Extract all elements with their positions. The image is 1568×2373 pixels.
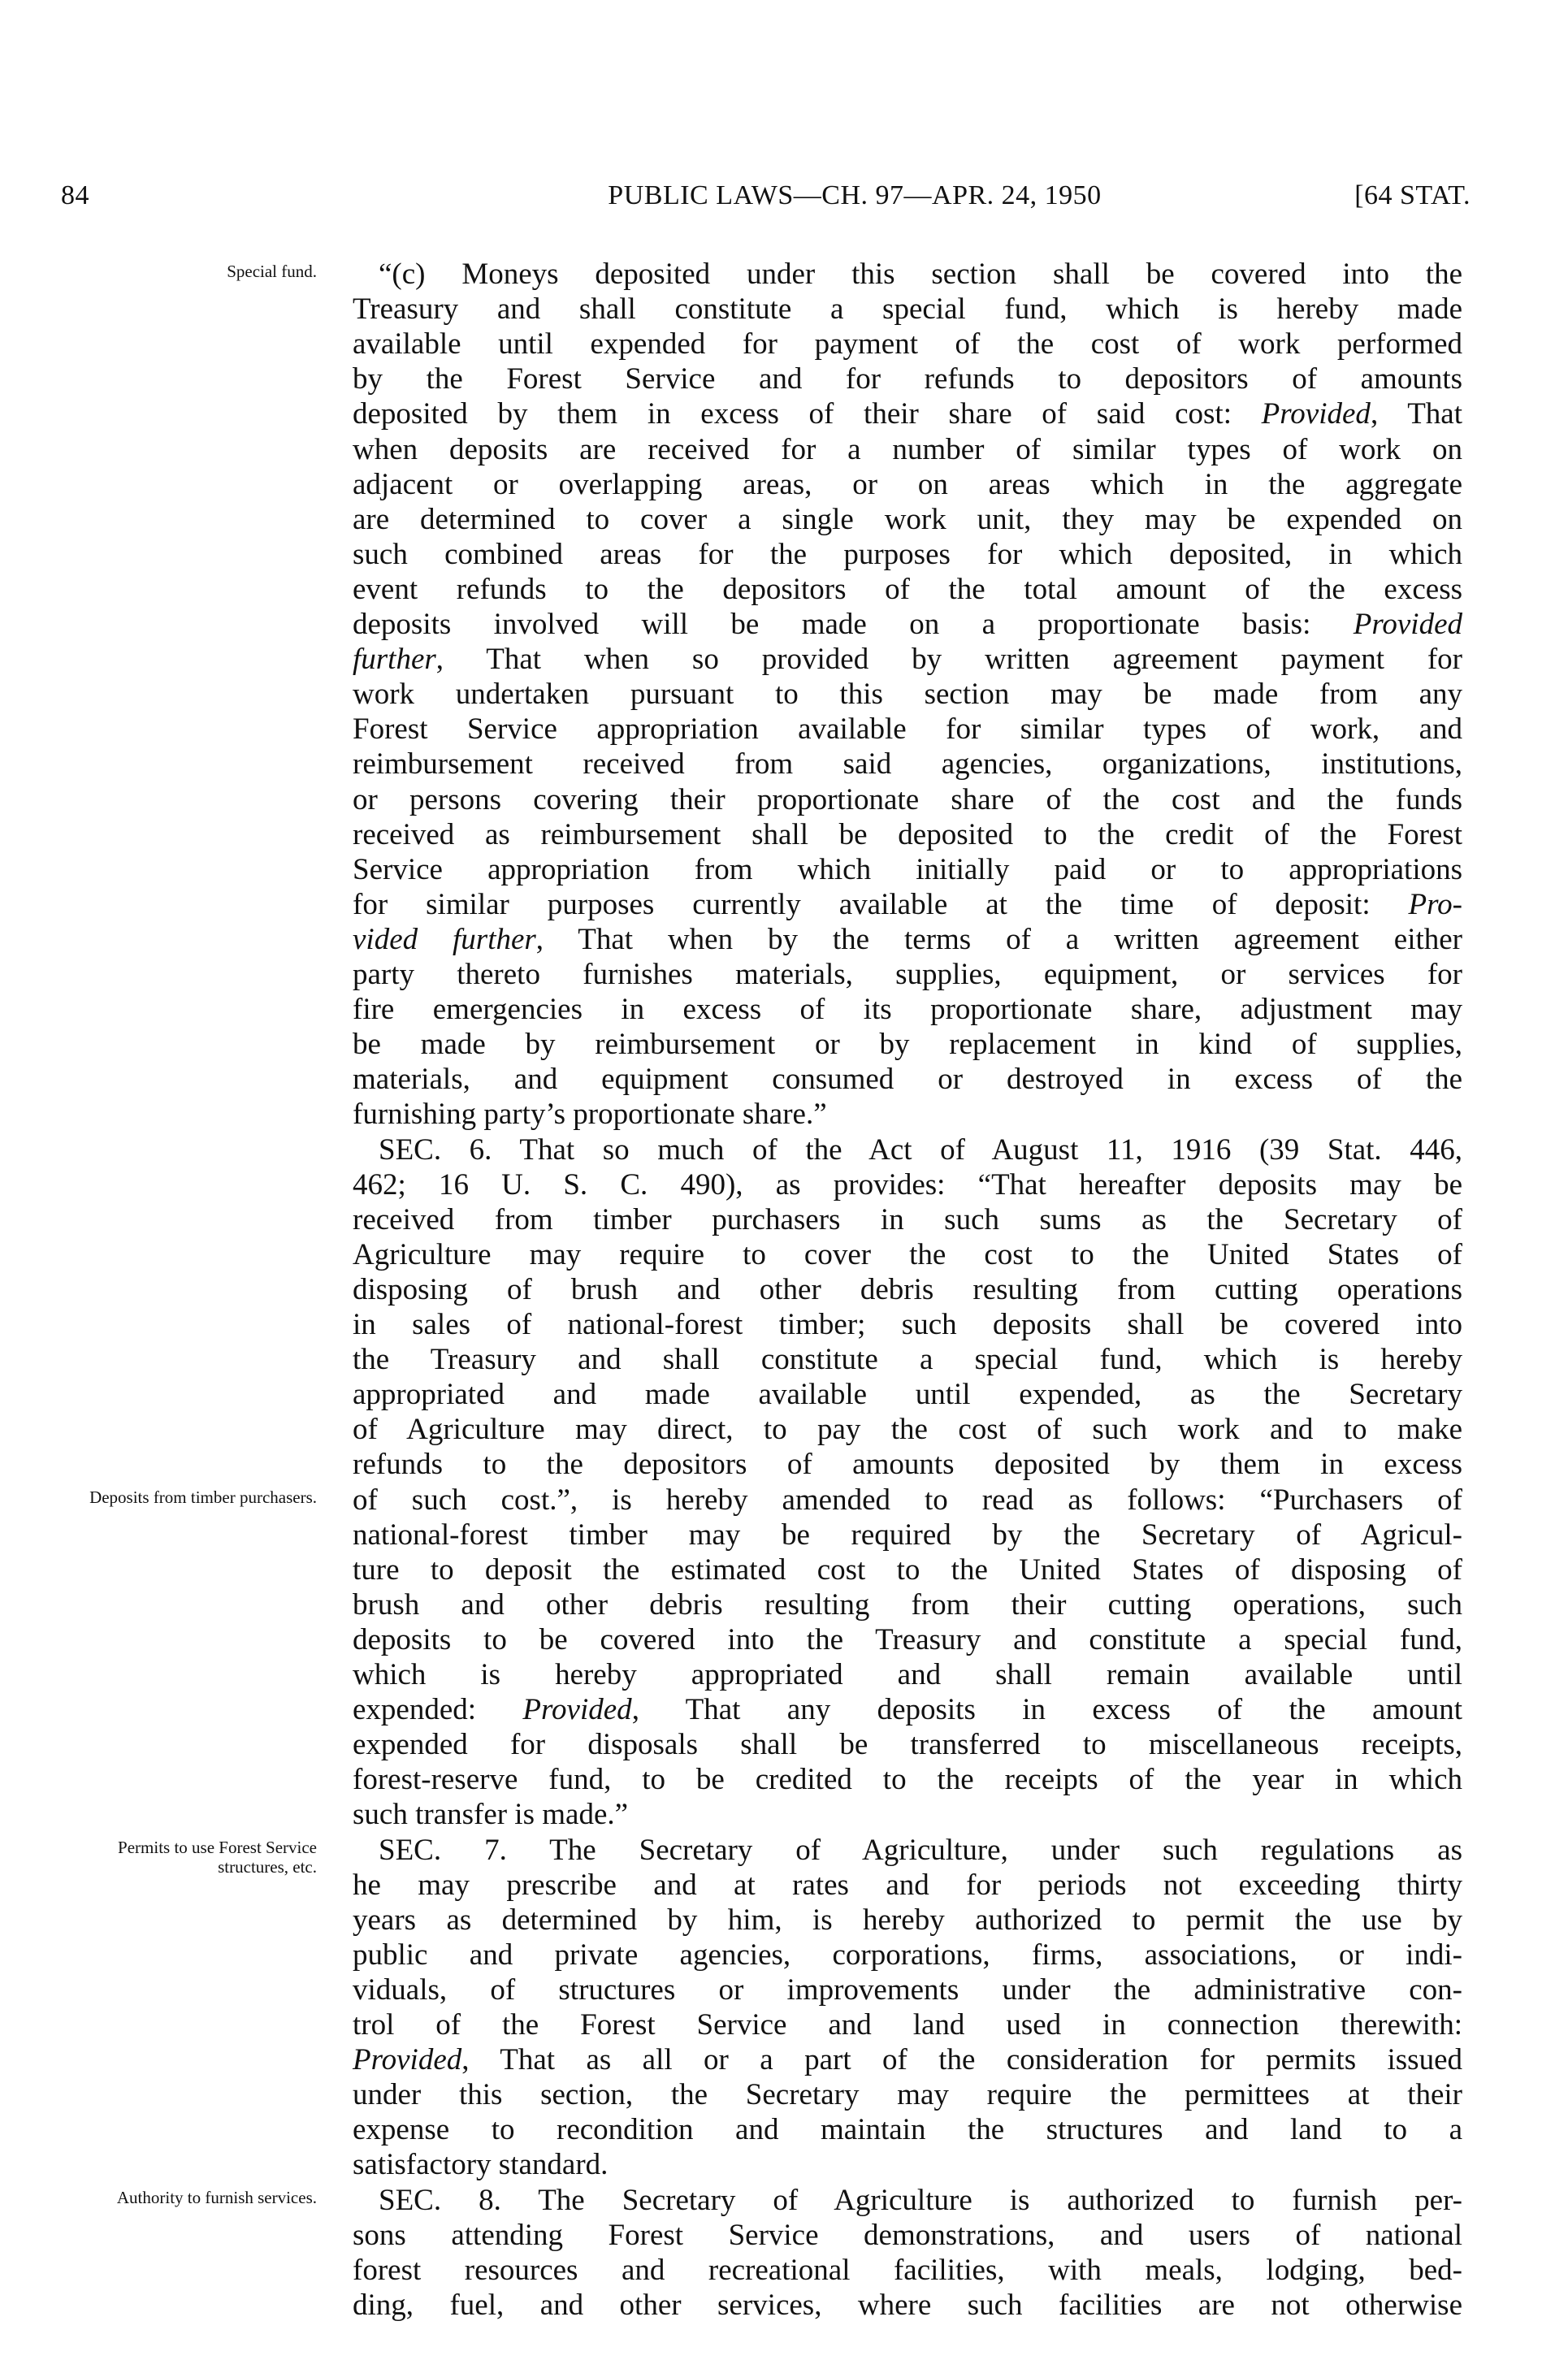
text-segment: SEC. 7. The Secretary of Agriculture, under such regulations as xyxy=(379,1833,1462,1867)
text-segment: of such cost.”, is hereby amended to read as follows: “Purchasers of xyxy=(353,1483,1462,1517)
italic-text: vided further xyxy=(353,922,536,956)
text-line xyxy=(379,1833,1462,1868)
text-line xyxy=(353,2253,1462,2288)
running-title: PUBLIC LAWS—CH. 97—APR. 24, 1950 xyxy=(608,180,1102,210)
italic-text: Provided xyxy=(1261,397,1371,431)
text-segment: , That xyxy=(1370,397,1463,431)
text-line xyxy=(353,1027,1462,1062)
text-segment: furnishing party’s proportionate share.” xyxy=(353,1098,827,1132)
text-line xyxy=(353,1062,1462,1097)
text-segment: deposits to be covered into the Treasury and constitute a special fund, xyxy=(353,1622,1462,1656)
text-segment: for similar purposes currently available at the time of deposit: xyxy=(353,887,1409,921)
text-line xyxy=(353,1097,1462,1132)
margin-note: Authority to furnish services. xyxy=(116,2187,317,2207)
text-line xyxy=(353,1762,1462,1797)
text-segment: forest resources and recreational facilities, with meals, lodging, bed- xyxy=(353,2253,1462,2287)
text-segment: SEC. 6. That so much of the Act of August 11, 1916 (39 Stat. 446, xyxy=(379,1132,1462,1167)
italic-text: Provided xyxy=(353,2043,462,2077)
text-line xyxy=(353,1552,1462,1587)
text-segment: of Agriculture may direct, to pay the cost of such work and to make xyxy=(353,1413,1462,1447)
text-segment: event refunds to the depositors of the total amount of the excess xyxy=(353,572,1462,606)
text-segment: in sales of national-forest timber; such deposits shall be covered into xyxy=(353,1308,1462,1341)
text-segment: reimbursement received from said agencies, organizations, institutions, xyxy=(353,747,1462,782)
text-segment: the Treasury and shall constitute a special fund, which is hereby xyxy=(353,1343,1462,1377)
text-segment: expense to recondition and maintain the structures and land to a xyxy=(353,2113,1462,2147)
text-segment: which is hereby appropriated and shall remain available until xyxy=(353,1658,1462,1691)
text-line xyxy=(353,1518,1462,1552)
text-line xyxy=(353,2077,1462,2112)
text-segment: brush and other debris resulting from their cutting operations, such xyxy=(353,1587,1462,1622)
text-line xyxy=(353,817,1462,852)
text-segment: by the Forest Service and for refunds to depositors of amounts xyxy=(353,362,1462,396)
text-line xyxy=(353,502,1462,537)
text-segment: under this section, the Secretary may require the permittees at their xyxy=(353,2078,1462,2112)
text-line xyxy=(353,1587,1462,1622)
text-segment: 462; 16 U. S. C. 490), as provides: “That hereafter deposits may be xyxy=(353,1167,1462,1202)
text-segment: deposited by them in excess of their share of said cost: xyxy=(353,397,1262,431)
text-segment: viduals, of structures or improvements under the administrative con- xyxy=(353,1972,1462,2007)
text-segment: forest-reserve fund, to be credited to the receipts of the year in which xyxy=(353,1763,1462,1797)
text-segment: ding, fuel, and other services, where such facilities are not otherwise xyxy=(353,2288,1462,2322)
text-segment: Forest Service appropriation available for similar types of work, and xyxy=(353,712,1462,747)
text-line xyxy=(353,2112,1462,2147)
text-segment: or persons covering their proportionate share of the cost and the funds xyxy=(353,782,1462,816)
text-line xyxy=(353,1483,1462,1518)
text-line xyxy=(353,362,1462,396)
text-segment: when deposits are received for a number of similar types of work on xyxy=(353,432,1462,466)
text-line xyxy=(353,1202,1462,1237)
text-line xyxy=(353,1692,1462,1727)
text-line xyxy=(379,1132,1462,1167)
text-line xyxy=(353,957,1462,992)
text-line xyxy=(379,2183,1462,2218)
text-segment: such combined areas for the purposes for which deposited, in which xyxy=(353,537,1462,571)
text-line xyxy=(353,1167,1462,1202)
text-line xyxy=(353,1272,1462,1307)
italic-text: further xyxy=(353,643,436,677)
text-line xyxy=(353,1868,1462,1903)
text-segment: fire emergencies in excess of its proportionate share, adjustment may xyxy=(353,993,1462,1027)
text-line xyxy=(353,712,1462,747)
text-line xyxy=(353,782,1462,817)
text-line xyxy=(353,2288,1462,2323)
page-number: 84 xyxy=(61,180,89,210)
text-line xyxy=(353,292,1462,327)
text-segment: , That as all or a part of the consideration for permits issued xyxy=(461,2043,1462,2077)
text-line xyxy=(353,1972,1462,2007)
text-line xyxy=(353,467,1462,502)
text-line xyxy=(353,747,1462,782)
text-segment: work undertaken pursuant to this section may be made from any xyxy=(353,678,1462,712)
text-segment: Service appropriation from which initially paid or to appropriations xyxy=(353,852,1462,886)
volume-reference: [64 STAT. xyxy=(1354,180,1471,210)
text-segment: materials, and equipment consumed or destroyed in excess of the xyxy=(353,1063,1462,1097)
text-line xyxy=(353,537,1462,572)
text-line xyxy=(353,1903,1462,1938)
text-line xyxy=(353,852,1462,887)
text-line xyxy=(353,992,1462,1027)
text-line xyxy=(353,396,1462,431)
text-line xyxy=(353,1377,1462,1412)
text-line xyxy=(353,2147,1462,2182)
text-line xyxy=(353,642,1462,677)
text-segment: Agriculture may require to cover the cost to the United States of xyxy=(353,1237,1462,1271)
text-segment: be made by reimbursement or by replacement in kind of supplies, xyxy=(353,1028,1462,1062)
text-segment: available until expended for payment of the cost of work performed xyxy=(353,327,1462,362)
text-line xyxy=(353,922,1462,957)
text-line xyxy=(353,1447,1462,1482)
text-segment: satisfactory standard. xyxy=(353,2148,609,2182)
text-segment: years as determined by him, is hereby authorized to permit the use by xyxy=(353,1903,1462,1937)
text-segment: he may prescribe and at rates and for periods not exceeding thirty xyxy=(353,1868,1462,1902)
text-segment: received as reimbursement shall be deposited to the credit of the Forest xyxy=(353,817,1462,851)
text-line xyxy=(353,572,1462,607)
text-segment: refunds to the depositors of amounts deposited by them in excess xyxy=(353,1448,1462,1482)
text-segment: , That when by the terms of a written agreement either xyxy=(535,922,1462,956)
text-line xyxy=(353,1307,1462,1342)
text-segment: expended: xyxy=(353,1693,523,1727)
text-line xyxy=(353,432,1462,467)
text-segment: deposits involved will be made on a proportionate basis: xyxy=(353,608,1354,641)
text-line xyxy=(353,2042,1462,2077)
text-line xyxy=(379,257,1462,292)
text-line xyxy=(353,887,1462,922)
text-line xyxy=(353,2218,1462,2253)
margin-note: Special fund. xyxy=(227,262,317,281)
text-segment: trol of the Forest Service and land used in connection therewith: xyxy=(353,2008,1462,2042)
text-segment: adjacent or overlapping areas, or on areas which in the aggregate xyxy=(353,467,1462,501)
text-line xyxy=(353,327,1462,362)
text-segment: ture to deposit the estimated cost to the United States of disposing of xyxy=(353,1552,1462,1587)
italic-text: Pro- xyxy=(1408,887,1462,921)
text-line xyxy=(353,2007,1462,2042)
text-segment: , That when so provided by written agreement payment for xyxy=(435,643,1462,677)
text-segment: are determined to cover a single work unit, they may be expended on xyxy=(353,502,1462,536)
text-line xyxy=(353,1342,1462,1377)
text-segment: sons attending Forest Service demonstrations, and users of national xyxy=(353,2218,1462,2252)
text-line xyxy=(353,607,1462,642)
text-segment: expended for disposals shall be transferred to miscellaneous receipts, xyxy=(353,1728,1462,1762)
margin-note: Permits to use Forest Service structures, etc. xyxy=(118,1837,317,1877)
text-segment: Treasury and shall constitute a special fund, which is hereby made xyxy=(353,292,1462,327)
text-line xyxy=(353,677,1462,712)
text-line xyxy=(353,1938,1462,1972)
margin-note: Deposits from timber purchasers. xyxy=(89,1487,317,1507)
text-segment: , That any deposits in excess of the amount xyxy=(631,1693,1463,1727)
text-line xyxy=(353,1412,1462,1447)
text-segment: appropriated and made available until expended, as the Secretary xyxy=(353,1378,1462,1412)
text-segment: SEC. 8. The Secretary of Agriculture is authorized to furnish per- xyxy=(379,2183,1462,2217)
text-segment: public and private agencies, corporations, firms, associations, or indi- xyxy=(353,1938,1462,1972)
text-line xyxy=(353,1727,1462,1762)
text-segment: received from timber purchasers in such sums as the Secretary of xyxy=(353,1202,1462,1236)
text-segment: such transfer is made.” xyxy=(353,1798,629,1832)
italic-text: Provided xyxy=(522,1693,632,1727)
text-segment: “(c) Moneys deposited under this section shall be covered into the xyxy=(379,258,1462,291)
text-line xyxy=(353,1797,1462,1832)
text-line xyxy=(353,1657,1462,1692)
text-segment: national-forest timber may be required by the Secretary of Agricul- xyxy=(353,1518,1462,1552)
text-segment: party thereto furnishes materials, supplies, equipment, or services for xyxy=(353,958,1462,991)
text-segment: disposing of brush and other debris resulting from cutting operations xyxy=(353,1272,1462,1306)
text-line xyxy=(353,1622,1462,1657)
italic-text: Provided xyxy=(1353,608,1462,641)
text-line xyxy=(353,1237,1462,1272)
